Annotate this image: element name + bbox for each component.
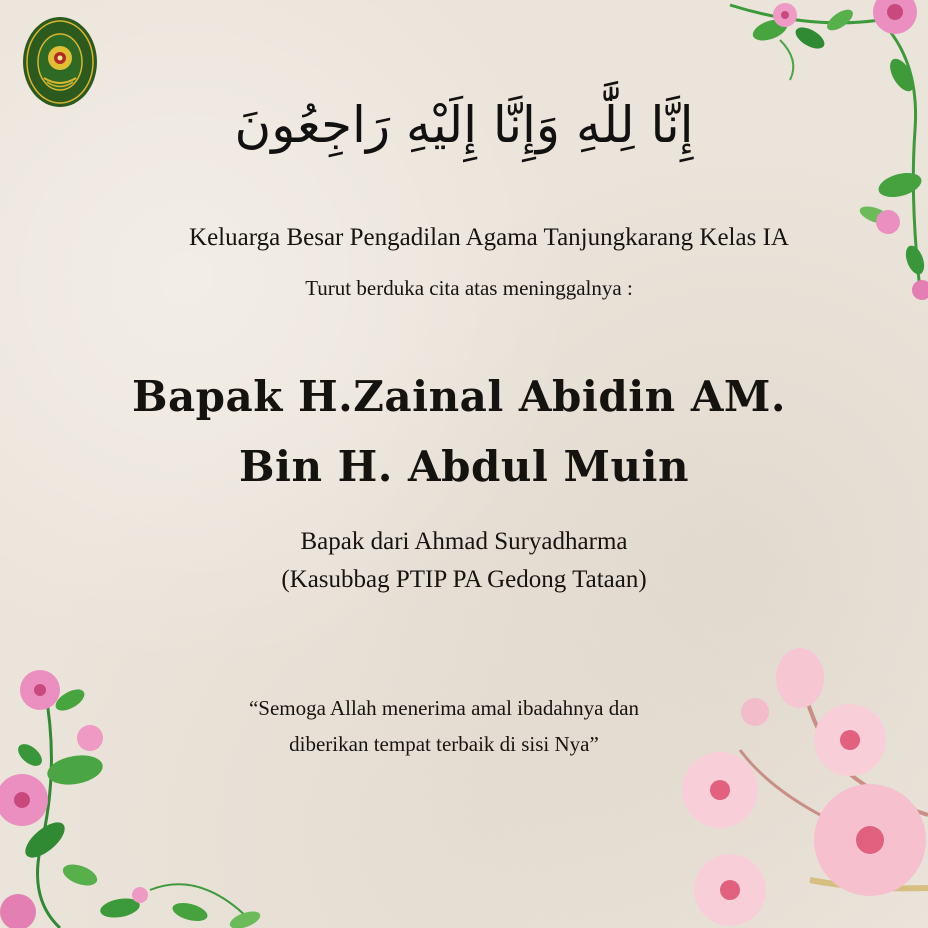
prayer-line-2: diberikan tempat terbaik di sisi Nya” — [289, 732, 599, 756]
bottom-left-floral-decoration — [0, 650, 280, 928]
court-seal-logo — [22, 16, 98, 108]
relation-position: (Kasubbag PTIP PA Gedong Tataan) — [281, 566, 647, 593]
prayer-line-1: “Semoga Allah menerima amal ibadahnya dan — [248, 696, 640, 720]
bottom-right-blossom-decoration — [660, 640, 928, 928]
deceased-lineage: Bin H. Abdul Muin — [239, 442, 689, 491]
top-right-floral-decoration — [690, 0, 928, 310]
deceased-name: Bapak H.Zainal Abidin AM. — [131, 372, 787, 421]
cherry-blossom-icon — [682, 648, 926, 926]
pink-flower-icon — [773, 0, 928, 300]
condolence-intro: Turut berduka cita atas meninggalnya : — [305, 276, 633, 300]
relation-line: Bapak dari Ahmad Suryadharma — [300, 528, 628, 555]
arabic-verse: إِنَّا لِلَّٰهِ وَإِنَّا إِلَيْهِ رَاجِعُونَ — [234, 96, 694, 154]
family-announcement: Keluarga Besar Pengadilan Agama Tanjungkarang Kelas IA — [189, 224, 789, 251]
sun-emblem-icon — [48, 46, 72, 70]
pink-flower-icon — [0, 670, 148, 928]
